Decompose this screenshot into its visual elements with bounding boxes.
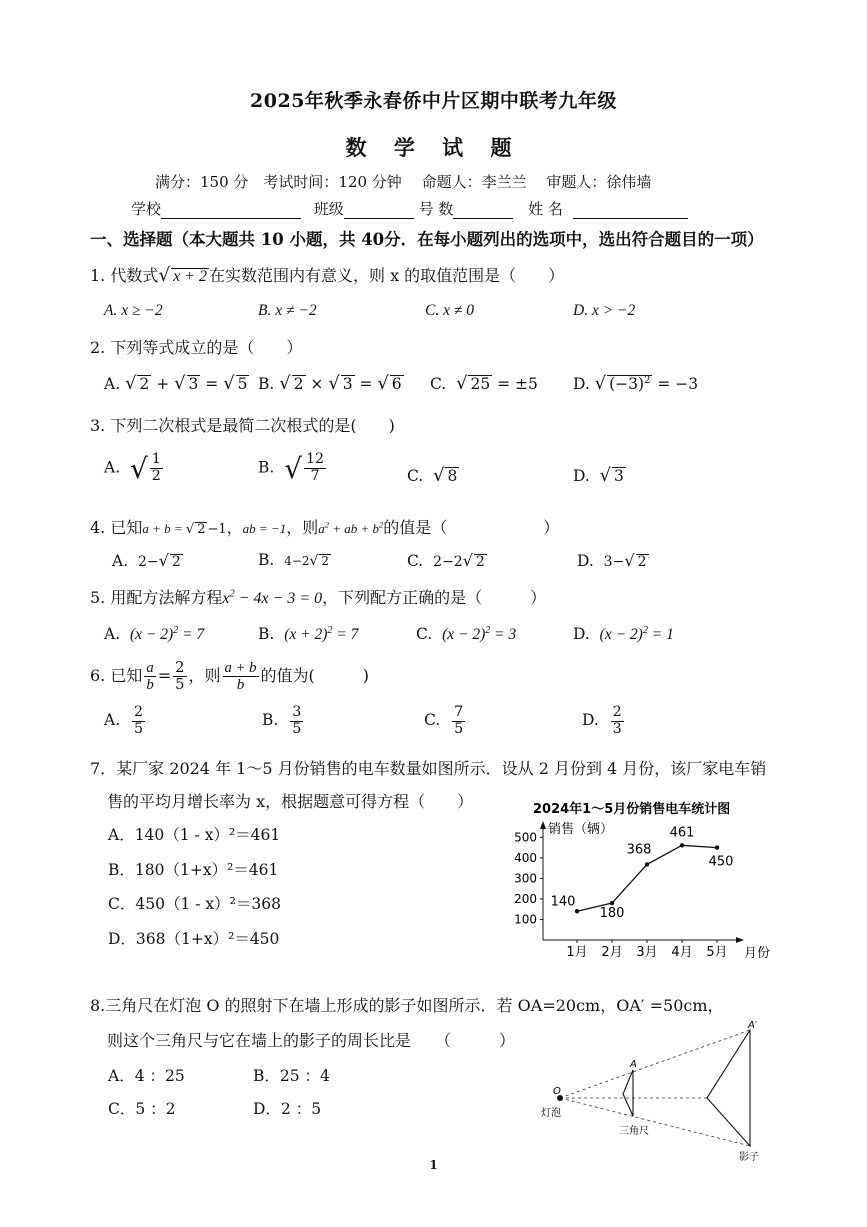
q6-option-c[interactable]: C. $\frac{7}{5}$ (424, 704, 464, 737)
data-point (680, 843, 684, 847)
page-number: 1 (429, 1158, 438, 1172)
y-tick-label: 400 (514, 850, 537, 865)
label-o: O (553, 1086, 561, 1097)
x-tick-label: 3月 (636, 945, 658, 960)
q7-option-b[interactable]: B．180（1+x）²＝461 (108, 861, 279, 879)
number-label: 号 数 (418, 200, 454, 218)
q8-stem-line2: 则这个三角尺与它在墙上的影子的周长比是 （ ） (107, 1031, 516, 1050)
school-label: 学校 (131, 200, 162, 218)
triangle-shadow (707, 1030, 750, 1146)
exam-subtitle: 数 学 试 题 (345, 135, 522, 160)
label-a-prime: A′ (748, 1020, 758, 1031)
q6-option-b[interactable]: B. $\frac{3}{5}$ (262, 704, 302, 737)
q5-stem: 5. 用配方法解方程$x^2 - 4x - 3 = 0$，下列配方正确的是（ ） (90, 588, 547, 607)
q5-option-a[interactable]: A. $(x - 2)^2 = 7$ (104, 625, 205, 644)
q8-stem-line1: 8.三角尺在灯泡 O 的照射下在墙上形成的影子如图所示．若 OA=20cm，OA′ =50cm， (90, 996, 724, 1015)
q1-option-a[interactable]: A. x ≥ −2 (104, 302, 163, 319)
q3-stem: 3. 下列二次根式是最简二次根式的是( ) (90, 416, 395, 435)
q4-option-d[interactable]: D. 3−√ 2 (577, 551, 647, 570)
q7-stem-line2: 售的平均月增长率为 x，根据题意可得方程（ ） (107, 792, 474, 811)
q6-stem: 6. 已知 $\frac{a}{b}$ = $\frac{2}{5}$ ，则 $\frac{a + b}{b}$ 的值为( ) (90, 659, 370, 694)
q3-option-c[interactable]: C. √ 8 (407, 465, 458, 486)
label-shadow: 影子 (739, 1152, 759, 1163)
data-label: 368 (626, 842, 652, 858)
y-tick-label: 200 (514, 891, 537, 906)
q3-option-b[interactable]: B. √ $\frac{12}{7}$ (258, 451, 325, 485)
exam-title: 2025年秋季永春侨中片区期中联考九年级 (250, 90, 617, 112)
q1-stem: 1. 代数式√ x + 2 在实数范围内有意义，则 x 的取值范围是（ ） (90, 265, 565, 286)
student-info-line (131, 198, 688, 219)
q8-option-c[interactable]: C．5 ：2 (108, 1100, 176, 1118)
q5-option-b[interactable]: B. $(x + 2)^2 = 7$ (258, 625, 359, 644)
label-a: A (630, 1059, 637, 1070)
x-axis-arrow (736, 937, 744, 943)
label-bulb: 灯泡 (541, 1108, 561, 1119)
q4-option-b[interactable]: B. 4−2√ 2 (258, 551, 329, 569)
q3-option-a[interactable]: A. √ $\frac{1}{2}$ (104, 451, 161, 485)
y-axis-arrow (540, 821, 546, 829)
chart-xlabel: 月份 (744, 946, 771, 961)
q2-option-c[interactable]: C. √ 25 = ±5 (430, 373, 538, 394)
triangle-ruler (623, 1070, 633, 1116)
ray-bottom (560, 1098, 750, 1146)
number-field[interactable] (453, 218, 513, 219)
exam-info: 满分：150 分 考试时间：120 分钟 命题人：李兰兰 审题人：徐伟墙 (155, 173, 652, 191)
q6-option-a[interactable]: A. $\frac{2}{5}$ (104, 704, 144, 737)
class-label: 班级 (313, 200, 344, 218)
x-tick-label: 5月 (706, 945, 728, 960)
y-tick-label: 500 (514, 830, 537, 845)
data-label: 180 (599, 906, 625, 922)
data-label: 461 (669, 825, 695, 841)
q4-stem: 4. 已知a + b = √ 2 −1，ab = −1，则$a^2$ + ab + $b^2$的值是（ ） (90, 518, 560, 537)
y-tick-label: 100 (514, 912, 537, 927)
class-field[interactable] (344, 218, 414, 219)
q6-option-d[interactable]: D. $\frac{2}{3}$ (582, 704, 622, 737)
q5-option-d[interactable]: D. $(x - 2)^2 = 1$ (573, 625, 674, 644)
q2-option-a[interactable]: A. √ 2 + √ 3 = √ 5 (104, 373, 248, 394)
q4-option-c[interactable]: C. 2−2√ 2 (407, 551, 485, 570)
q2-option-b[interactable]: B. √ 2 × √ 3 = √ 6 (258, 373, 402, 394)
q7-option-a[interactable]: A．140（1 - x）²＝461 (108, 826, 281, 844)
data-label: 140 (550, 894, 576, 910)
q7-option-d[interactable]: D．368（1+x）²＝450 (108, 930, 280, 948)
label-ruler: 三角尺 (619, 1126, 649, 1137)
q1-option-b[interactable]: B. x ≠ −2 (258, 302, 317, 319)
chart-title: 2024年1～5月份销售电车统计图 (533, 802, 731, 817)
data-point (610, 901, 614, 905)
q2-option-d[interactable]: D. √ $(-3)^2 = -3$ (573, 373, 699, 394)
q3-option-d[interactable]: D. √ 3 (573, 465, 624, 486)
q1-option-c[interactable]: C. x ≠ 0 (425, 302, 474, 319)
q1-option-d[interactable]: D. x > −2 (573, 302, 636, 319)
name-label: 姓 名 (528, 200, 563, 218)
data-point (575, 909, 579, 913)
q8-option-d[interactable]: D．2 ：5 (253, 1100, 322, 1118)
chart-ylabel: 销售（辆） (548, 822, 614, 837)
shadow-diagram (535, 1018, 775, 1168)
q2-stem: 2. 下列等式成立的是（ ） (90, 338, 303, 357)
sales-line-chart (500, 795, 790, 970)
q5-option-c[interactable]: C. $(x - 2)^2 = 3$ (416, 625, 517, 644)
school-field[interactable] (161, 218, 301, 219)
q7-stem-line1: 7．某厂家 2024 年 1～5 月份销售的电车数量如图所示．设从 2 月份到 4 月份，该厂家电车销 (90, 759, 767, 778)
q8-option-b[interactable]: B．25 ：4 (253, 1067, 330, 1085)
name-field[interactable] (573, 218, 688, 219)
y-tick-label: 300 (514, 871, 537, 886)
data-point (715, 845, 719, 849)
data-label: 450 (708, 854, 734, 870)
q4-option-a[interactable]: A. 2−√ 2 (112, 551, 181, 570)
x-tick-label: 2月 (601, 945, 623, 960)
ray-top (560, 1030, 750, 1098)
section1-heading: 一、选择题（本大题共 10 小题，共 40分．在每小题列出的选项中，选出符合题目的一项） (90, 230, 764, 249)
data-point (645, 862, 649, 866)
q8-option-a[interactable]: A．4 ：25 (108, 1067, 185, 1085)
x-tick-label: 1月 (566, 945, 588, 960)
q7-option-c[interactable]: C．450（1 - x）²＝368 (108, 895, 281, 913)
x-tick-label: 4月 (671, 945, 693, 960)
